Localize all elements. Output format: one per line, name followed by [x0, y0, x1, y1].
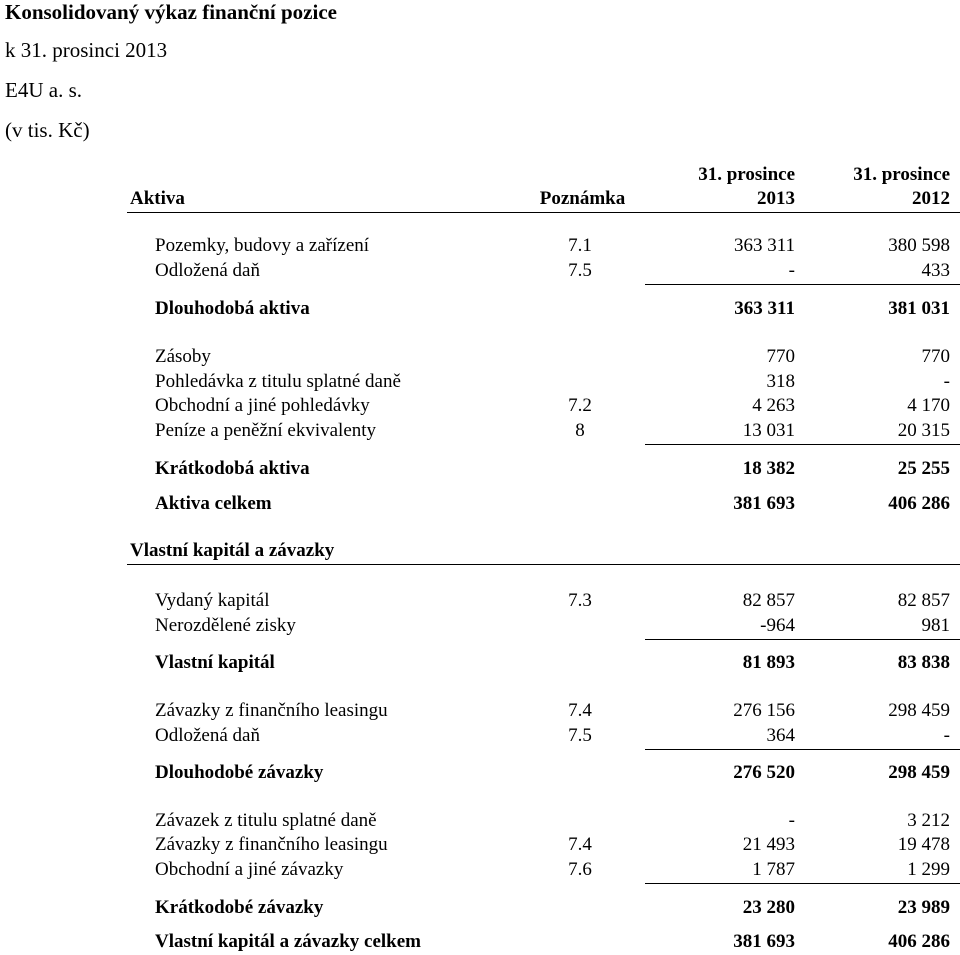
- row-value-prior: 3 212: [907, 810, 950, 831]
- row-value-prior: -: [943, 371, 950, 392]
- row-value-prior: 380 598: [888, 235, 950, 256]
- row-label: Odložená daň: [155, 725, 260, 746]
- row-label: Závazky z finančního leasingu: [155, 700, 388, 721]
- row-label: Krátkodobá aktiva: [155, 458, 310, 479]
- row-value-current: 363 311: [734, 298, 795, 319]
- row-label: Zásoby: [155, 346, 211, 367]
- row-value-current: 82 857: [742, 590, 795, 611]
- col-header-prior-year: 2012: [912, 188, 950, 209]
- row-value-current: 318: [766, 371, 795, 392]
- row-label: Dlouhodobá aktiva: [155, 298, 310, 319]
- row-label: Vlastní kapitál a závazky celkem: [155, 931, 421, 952]
- row-value-current: -: [788, 260, 795, 281]
- row-label: Peníze a peněžní ekvivalenty: [155, 420, 377, 441]
- row-value-prior: 1 299: [907, 859, 950, 880]
- row-value-current: 276 156: [733, 700, 795, 721]
- row-label: Odložená daň: [155, 260, 260, 281]
- row-note: 7.1: [568, 235, 592, 256]
- row-note: 7.4: [568, 700, 592, 721]
- subtotal-rule: [645, 444, 960, 445]
- subtotal-rule: [645, 639, 960, 640]
- row-value-current: 381 693: [733, 931, 795, 952]
- col-header-note: Poznámka: [539, 188, 626, 209]
- row-label: Pozemky, budovy a zařízení: [155, 235, 370, 256]
- row-note: 7.4: [568, 834, 592, 855]
- row-value-prior: 406 286: [888, 931, 950, 952]
- company-name: E4U a. s.: [5, 78, 82, 102]
- row-label: Pohledávka z titulu splatné daně: [155, 371, 401, 392]
- row-value-current: 381 693: [733, 493, 795, 514]
- row-value-prior: 406 286: [888, 493, 950, 514]
- row-value-current: 13 031: [742, 420, 795, 441]
- row-value-current: 21 493: [742, 834, 795, 855]
- row-label: Dlouhodobé závazky: [155, 762, 324, 783]
- row-value-current: -: [788, 810, 795, 831]
- row-value-prior: 381 031: [888, 298, 950, 319]
- row-value-prior: 4 170: [907, 395, 950, 416]
- row-value-current: 4 263: [752, 395, 795, 416]
- row-label: Nerozdělené zisky: [155, 615, 296, 636]
- col-header-label: Aktiva: [130, 188, 185, 209]
- units-note: (v tis. Kč): [5, 118, 90, 142]
- report-date: k 31. prosinci 2013: [5, 38, 168, 62]
- section-rule: [127, 564, 960, 565]
- col-header-current-date: 31. prosince: [698, 164, 795, 185]
- row-label: Závazky z finančního leasingu: [155, 834, 388, 855]
- row-label: Vydaný kapitál: [155, 590, 270, 611]
- row-label: Obchodní a jiné pohledávky: [155, 395, 370, 416]
- row-note: 8: [575, 420, 585, 441]
- row-note: 7.5: [568, 260, 592, 281]
- row-value-current: 23 280: [742, 897, 795, 918]
- row-value-prior: 25 255: [897, 458, 950, 479]
- row-value-prior: 82 857: [897, 590, 950, 611]
- row-value-prior: 19 478: [897, 834, 950, 855]
- section-heading: Vlastní kapitál a závazky: [130, 540, 335, 561]
- subtotal-rule: [645, 749, 960, 750]
- row-value-prior: -: [943, 725, 950, 746]
- row-note: 7.6: [568, 859, 592, 880]
- col-header-current-year: 2013: [757, 188, 795, 209]
- row-value-prior: 770: [921, 346, 950, 367]
- row-value-prior: 298 459: [888, 762, 950, 783]
- row-label: Aktiva celkem: [155, 493, 272, 514]
- subtotal-rule: [645, 883, 960, 884]
- row-value-prior: 433: [921, 260, 950, 281]
- row-value-current: 363 311: [733, 235, 795, 256]
- row-label: Vlastní kapitál: [155, 652, 275, 673]
- row-value-current: 18 382: [742, 458, 795, 479]
- subtotal-rule: [645, 284, 960, 285]
- row-value-prior: 981: [921, 615, 950, 636]
- row-value-current: -964: [760, 615, 795, 636]
- row-note: 7.3: [568, 590, 592, 611]
- report-title: Konsolidovaný výkaz finanční pozice: [5, 0, 337, 24]
- row-value-prior: 83 838: [897, 652, 950, 673]
- header-rule: [127, 212, 960, 213]
- row-note: 7.2: [568, 395, 592, 416]
- row-label: Závazek z titulu splatné daně: [155, 810, 377, 831]
- row-value-current: 81 893: [742, 652, 795, 673]
- row-value-prior: 298 459: [888, 700, 950, 721]
- row-label: Obchodní a jiné závazky: [155, 859, 344, 880]
- row-value-current: 770: [766, 346, 795, 367]
- col-header-prior-date: 31. prosince: [853, 164, 950, 185]
- row-value-current: 1 787: [752, 859, 795, 880]
- row-note: 7.5: [568, 725, 592, 746]
- row-value-prior: 23 989: [897, 897, 950, 918]
- row-value-current: 364: [766, 725, 795, 746]
- row-value-prior: 20 315: [897, 420, 950, 441]
- row-value-current: 276 520: [733, 762, 795, 783]
- row-label: Krátkodobé závazky: [155, 897, 324, 918]
